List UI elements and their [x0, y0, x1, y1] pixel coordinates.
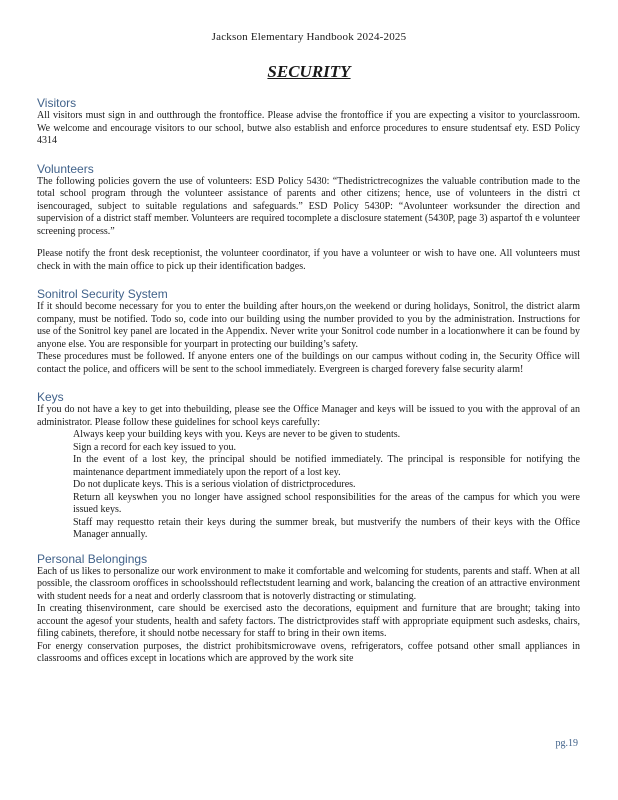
- page-number: pg.19: [555, 738, 578, 749]
- bullet-icon: [56, 492, 63, 505]
- section-keys: [37, 390, 580, 542]
- section-sonitrol: [37, 287, 580, 376]
- personal-paragraph-2: In creating thisenvironment, care should be exercised asto the decorations, equipment and furniture that are brought; taking into account the agesof your students, health and safety factors. The districtprovides staff with appropriate equipment such asdesks, chairs, filing cabinets, therefore, it should notbe necessary for staff to bring in their own items.: [37, 603, 580, 639]
- list-item: [37, 429, 580, 442]
- section-heading-personal-belongings: Personal Belongings: [37, 551, 148, 566]
- volunteers-paragraph-2: Please notify the front desk receptionist, the volunteer coordinator, if you have a volunteer or wish to have one. All volunteers must check in with the main office to pick up their identification badges.: [37, 248, 580, 272]
- page-header: Jackson Elementary Handbook 2024-2025: [211, 31, 407, 43]
- page-content: [37, 96, 580, 666]
- section-personal-belongings: [37, 552, 580, 666]
- volunteers-paragraph-1: The following policies govern the use of volunteers: ESD Policy 5430: “Thedistrictrecognizes the valuable contribution made to the total school program through the volunteer assistance of parents and other citizens; hence, use of volunteers in the distri ct isencouraged, subject to suitable regulations and safeguards.” ESD Policy 5430P: “Avolunteer worksunder the direction and supervision of a district staff member. Volunteers are required tocomplete a disclosure statement (5430P, page 3) aspartof th e volunteer screening process.”: [37, 175, 580, 237]
- bullet-icon: [56, 479, 63, 492]
- list-item: [37, 454, 580, 479]
- title-text: SECURITY: [267, 62, 351, 81]
- keys-guidelines-list: [37, 429, 580, 542]
- bullet-icon: [56, 429, 63, 442]
- list-item: [37, 517, 580, 542]
- list-item-text: Staff may requestto retain their keys during the summer break, but mustverify the numbers of their keys with the Office Manager annually.: [73, 516, 580, 540]
- list-item-text: Do not duplicate keys. This is a serious violation of districtprocedures.: [73, 479, 356, 490]
- list-item: [37, 442, 580, 455]
- section-heading-keys: Keys: [37, 390, 64, 404]
- section-visitors: [37, 96, 580, 148]
- list-item: [37, 479, 580, 492]
- page-title: [0, 62, 618, 82]
- bullet-icon: [56, 442, 63, 455]
- list-item-text: Sign a record for each key issued to you.: [73, 441, 237, 453]
- bullet-icon: [56, 454, 63, 467]
- section-heading-sonitrol: Sonitrol Security System: [37, 287, 168, 301]
- sonitrol-paragraph-1: If it should become necessary for you to enter the building after hours,on the weekend or during holidays, Sonitrol, the district alarm company, must be notified. Todo so, code into our building using the number provided to you by the administration. Instructions for use of the Sonitrol key panel are located in the Appendix. Never write your Sonitrol code number in a locationwhere it can be found by anyone else. You are responsible for yourpart in protecting our building’s safety.: [37, 301, 580, 350]
- list-item: [37, 492, 580, 517]
- section-heading-volunteers: Volunteers: [37, 161, 94, 176]
- section-heading-visitors: Visitors: [37, 96, 77, 110]
- keys-intro: If you do not have a key to get into thebuilding, please see the Office Manager and keys will be issued to you with the approval of an administrator. Please follow these guidelines for school keys carefully:: [37, 404, 580, 428]
- list-item-text: Always keep your building keys with you. Keys are never to be given to students.: [73, 429, 401, 440]
- bullet-icon: [56, 517, 63, 530]
- list-item-text: Return all keyswhen you no longer have assigned school responsibilities for the areas of the campus for which you were issued keys.: [73, 491, 580, 515]
- personal-paragraph-3: For energy conservation purposes, the district prohibitsmicrowave ovens, refrigerators, coffee potsand other small appliances in classrooms and offices except in locations which are approved by the work site: [37, 640, 580, 664]
- sonitrol-paragraph-2: These procedures must be followed. If anyone enters one of the buildings on our campus without coding in, the Security Office will contact the police, and officers will be sent to the school immediately. Evergreen is charged forevery false security alarm!: [37, 351, 580, 375]
- section-volunteers: [37, 162, 580, 274]
- list-item-text: In the event of a lost key, the principal should be notified immediately. The principal is responsible for notifying the maintenance department immediately upon the report of a lost key.: [73, 454, 580, 478]
- visitors-paragraph: All visitors must sign in and outthrough the frontoffice. Please advise the frontoffice if you are expecting a visitor to yourclassroom. We welcome and encourage visitors to our school, butwe also establish and enforce procedures to ensure studentsaf ety. ESD Policy 4314: [37, 110, 580, 146]
- personal-paragraph-1: Each of us likes to personalize our work environment to make it comfortable and welcoming for students, parents and staff. When at all possible, the classroom oroffices in schoolsshould reflectstudent learning and work, balancing the creation of an attractive environment with student needs for a neat and orderly classroom that is notoverly distracting or stimulating.: [37, 565, 580, 602]
